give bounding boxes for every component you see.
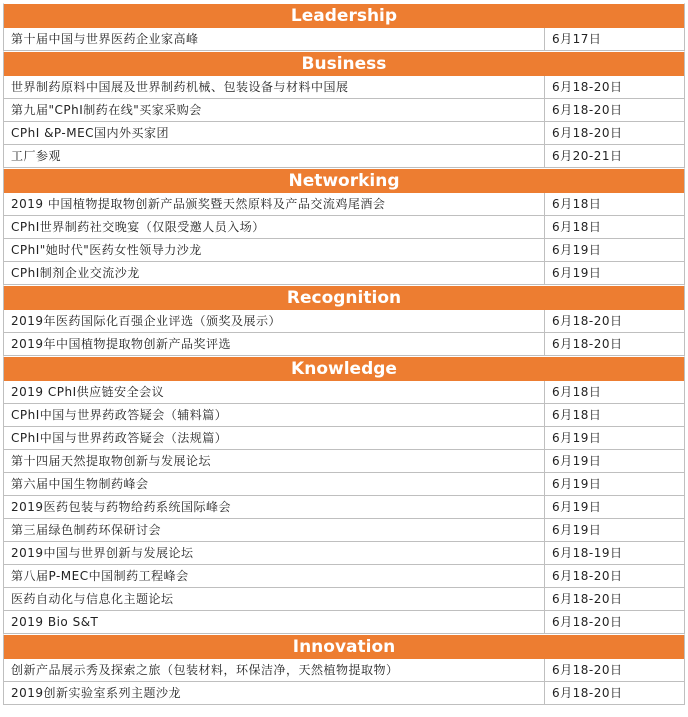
event-date-cell: 6月19日 [552,431,602,445]
event-name-cell: 2019 Bio S&T [4,611,545,633]
table-row [3,76,685,99]
table-row [3,333,685,356]
event-name-cell: CPhI制剂企业交流沙龙 [4,262,545,284]
event-date-cell: 6月18-19日 [552,546,623,560]
event-date-cell: 6月18-20日 [552,592,623,606]
event-date-cell: 6月19日 [552,454,602,468]
section-header-recognition: Recognition [3,285,685,310]
event-name-cell: 创新产品展示秀及探索之旅（包装材料，环保洁净，天然植物提取物） [4,659,545,681]
table-row [3,659,685,682]
event-date-cell: 6月18日 [552,197,602,211]
event-date-cell: 6月18-20日 [552,126,623,140]
table-row [3,262,685,285]
table-row [3,310,685,333]
event-date-cell: 6月18-20日 [552,103,623,117]
table-row [3,588,685,611]
event-name-cell: 第六届中国生物制药峰会 [4,473,545,495]
event-date-cell: 6月18-20日 [552,663,623,677]
event-name-cell: 第三届绿色制药环保研讨会 [4,519,545,541]
table-row [3,99,685,122]
event-schedule-table [3,3,685,705]
table-row [3,473,685,496]
table-row [3,611,685,634]
event-date-cell: 6月19日 [552,243,602,257]
table-row [3,496,685,519]
event-name-cell: 2019 中国植物提取物创新产品颁奖暨天然原料及产品交流鸡尾酒会 [4,193,545,215]
event-name-cell: 第九届"CPhI制药在线"买家采购会 [4,99,545,121]
event-name-cell: 2019医药包装与药物给药系统国际峰会 [4,496,545,518]
event-name-cell: CPhI &P-MEC国内外买家团 [4,122,545,144]
table-row [3,28,685,51]
event-name-cell: 2019年医药国际化百强企业评选（颁奖及展示） [4,310,545,332]
event-date-cell: 6月18日 [552,220,602,234]
event-name-cell: CPhI"她时代"医药女性领导力沙龙 [4,239,545,261]
event-date-cell: 6月18-20日 [552,80,623,94]
event-date-cell: 6月19日 [552,523,602,537]
event-date-cell: 6月18日 [552,385,602,399]
event-date-cell: 6月18-20日 [552,686,623,700]
table-row [3,427,685,450]
event-name-cell: 第十届中国与世界医药企业家高峰 [4,28,545,50]
event-name-cell: 2019中国与世界创新与发展论坛 [4,542,545,564]
event-name-cell: CPhI世界制药社交晚宴（仅限受邀人员入场） [4,216,545,238]
event-name-cell: CPhI中国与世界药政答疑会（法规篇） [4,427,545,449]
event-date-cell: 6月19日 [552,266,602,280]
event-name-cell: 世界制药原料中国展及世界制药机械、包装设备与材料中国展 [4,76,545,98]
table-row [3,682,685,705]
table-row [3,239,685,262]
event-name-cell: 2019 CPhI供应链安全会议 [4,381,545,403]
section-header-leadership: Leadership [3,3,685,28]
section-header-business: Business [3,51,685,76]
section-header-innovation: Innovation [3,634,685,659]
event-name-cell: 第十四届天然提取物创新与发展论坛 [4,450,545,472]
event-date-cell: 6月18-20日 [552,615,623,629]
table-row [3,542,685,565]
event-name-cell: 第八届P-MEC中国制药工程峰会 [4,565,545,587]
event-date-cell: 6月20-21日 [552,149,623,163]
table-row [3,122,685,145]
table-row [3,216,685,239]
section-header-knowledge: Knowledge [3,356,685,381]
table-row [3,145,685,168]
table-row [3,193,685,216]
event-date-cell: 6月19日 [552,500,602,514]
event-date-cell: 6月18-20日 [552,337,623,351]
event-name-cell: 工厂参观 [4,145,545,167]
table-row [3,565,685,588]
event-name-cell: 医药自动化与信息化主题论坛 [4,588,545,610]
event-date-cell: 6月17日 [552,32,602,46]
table-row [3,381,685,404]
event-date-cell: 6月19日 [552,477,602,491]
table-row [3,519,685,542]
section-header-networking: Networking [3,168,685,193]
event-name-cell: CPhI中国与世界药政答疑会（辅料篇） [4,404,545,426]
table-row [3,404,685,427]
event-date-cell: 6月18-20日 [552,314,623,328]
table-row [3,450,685,473]
event-date-cell: 6月18日 [552,408,602,422]
event-name-cell: 2019年中国植物提取物创新产品奖评选 [4,333,545,355]
event-name-cell: 2019创新实验室系列主题沙龙 [4,682,545,704]
event-date-cell: 6月18-20日 [552,569,623,583]
